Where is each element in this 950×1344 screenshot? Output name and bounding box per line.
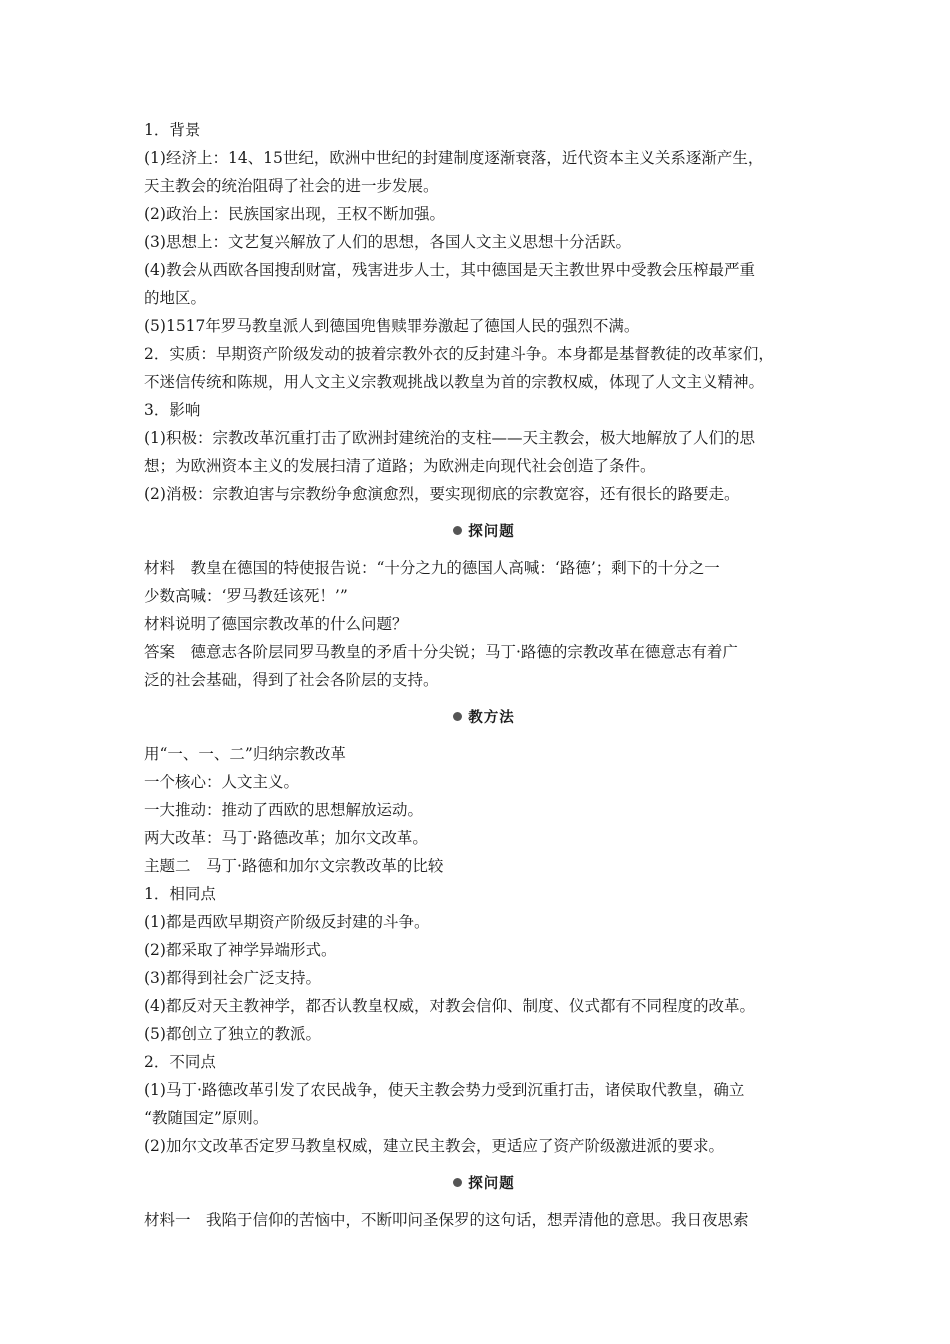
text-line: (2)政治上：民族国家出现，王权不断加强。 (144, 205, 445, 223)
document-page (144, 116, 824, 1234)
heading-text: 教方法 (468, 710, 515, 726)
text-line: (3)都得到社会广泛支持。 (144, 969, 321, 987)
bullet-dot-icon (453, 1178, 462, 1187)
heading-text: 探问题 (468, 524, 515, 540)
text-line: (5)1517年罗马教皇派人到德国兜售赎罪券激起了德国人民的强烈不满。 (144, 317, 640, 335)
section-background (144, 116, 824, 508)
text-line: (2)加尔文改革否定罗马教皇权威，建立民主教会，更适应了资产阶级激进派的要求。 (144, 1137, 724, 1155)
text-line: 2．不同点 (144, 1053, 216, 1071)
text-line: (1)都是西欧早期资产阶级反封建的斗争。 (144, 913, 430, 931)
text-line: 材料一 我陷于信仰的苦恼中，不断叩问圣保罗的这句话，想弄清他的意思。我日夜思索 (144, 1211, 749, 1229)
text-line: (4)教会从西欧各国搜刮财富，残害进步人士，其中德国是天主教世界中受教会压榨最严重 (144, 261, 755, 279)
text-line: 主题二 马丁·路德和加尔文宗教改革的比较 (144, 857, 444, 875)
text-line: 泛的社会基础，得到了社会各阶层的支持。 (144, 671, 439, 689)
bullet-dot-icon (453, 526, 462, 535)
text-line: (2)消极：宗教迫害与宗教纷争愈演愈烈，要实现彻底的宗教宽容，还有很长的路要走。 (144, 485, 740, 503)
text-line: (1)经济上：14、15世纪，欧洲中世纪的封建制度逐渐衰落，近代资本主义关系逐渐产生， (144, 149, 764, 167)
text-line: 2．实质：早期资产阶级发动的披着宗教外衣的反封建斗争。本身都是基督教徒的改革家们， (144, 345, 774, 363)
section-method-and-topic-two (144, 740, 824, 1160)
heading-explore-question-2 (144, 1170, 824, 1198)
text-line: 3．影响 (144, 401, 201, 419)
text-line: (4)都反对天主教神学，都否认教皇权威，对教会信仰、制度、仪式都有不同程度的改革。 (144, 997, 755, 1015)
text-line: (5)都创立了独立的教派。 (144, 1025, 321, 1043)
heading-text: 探问题 (468, 1176, 515, 1192)
bullet-dot-icon (453, 712, 462, 721)
text-line: 1．背景 (144, 121, 201, 139)
text-line: 材料说明了德国宗教改革的什么问题？ (144, 615, 408, 633)
text-line: 少数高喊：‘罗马教廷该死！’” (144, 587, 348, 605)
text-line: (1)积极：宗教改革沉重打击了欧洲封建统治的支柱——天主教会，极大地解放了人们的思 (144, 429, 755, 447)
section-material (144, 554, 824, 694)
text-line: 两大改革：马丁·路德改革；加尔文改革。 (144, 829, 428, 847)
text-line: “教随国定”原则。 (144, 1109, 269, 1127)
text-line: 不迷信传统和陈规，用人文主义宗教观挑战以教皇为首的宗教权威，体现了人文主义精神。 (144, 373, 765, 391)
text-line: 的地区。 (144, 289, 207, 307)
text-line: 一大推动：推动了西欧的思想解放运动。 (144, 801, 424, 819)
text-line: (1)马丁·路德改革引发了农民战争，使天主教会势力受到沉重打击，诸侯取代教皇，确立 (144, 1081, 745, 1099)
text-line: 用“一、一、二”归纳宗教改革 (144, 745, 346, 763)
text-line: 想；为欧洲资本主义的发展扫清了道路；为欧洲走向现代社会创造了条件。 (144, 457, 656, 475)
text-line: 1．相同点 (144, 885, 216, 903)
text-line: (2)都采取了神学异端形式。 (144, 941, 337, 959)
heading-explore-question-1 (144, 518, 824, 546)
text-line: 一个核心：人文主义。 (144, 773, 300, 791)
heading-teaching-method (144, 704, 824, 732)
section-material-one (144, 1206, 824, 1234)
text-line: 答案 德意志各阶层同罗马教皇的矛盾十分尖锐；马丁·路德的宗教改革在德意志有着广 (144, 643, 738, 661)
text-line: 天主教会的统治阻碍了社会的进一步发展。 (144, 177, 439, 195)
text-line: (3)思想上：文艺复兴解放了人们的思想，各国人文主义思想十分活跃。 (144, 233, 631, 251)
text-line: 材料 教皇在德国的特使报告说：“十分之九的德国人高喊：‘路德’；剩下的十分之一 (144, 559, 720, 577)
